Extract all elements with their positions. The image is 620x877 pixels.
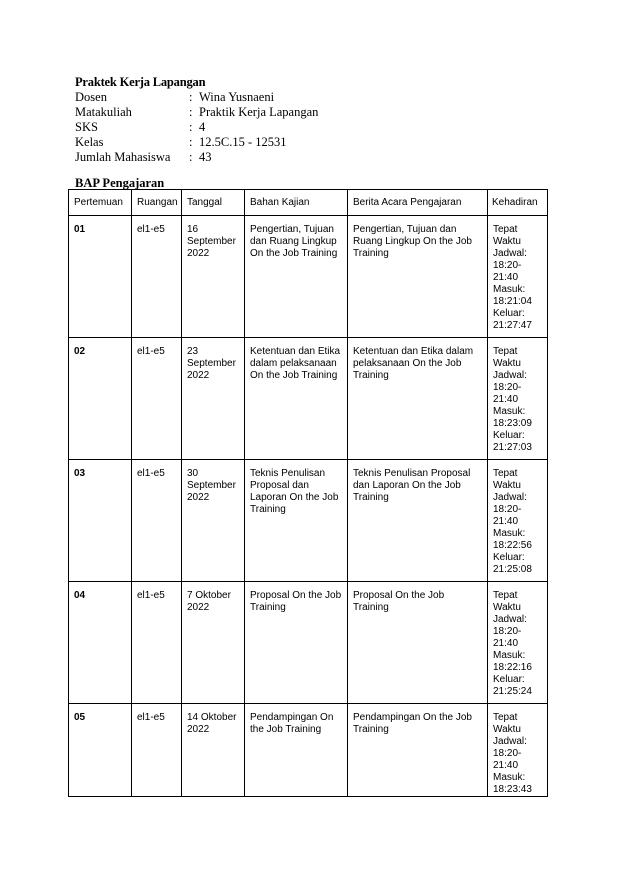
cell-ruangan: el1-e5 xyxy=(132,216,182,338)
cell-bahan-kajian: Ketentuan dan Etika dalam pelaksanaan On the Job Training xyxy=(245,338,348,460)
cell-bahan-kajian: Pengertian, Tujuan dan Ruang Lingkup On the Job Training xyxy=(245,216,348,338)
info-row-jumlah-mahasiswa xyxy=(75,149,212,165)
cell-kehadiran: Tepat Waktu Jadwal: 18:20-21:40 Masuk: 18:23:43 xyxy=(488,704,548,797)
cell-pertemuan: 05 xyxy=(69,704,132,797)
info-row-dosen xyxy=(75,89,274,105)
info-label: Matakuliah xyxy=(75,105,132,119)
info-row-kelas xyxy=(75,134,287,150)
info-label: Dosen xyxy=(75,90,107,104)
cell-ruangan: el1-e5 xyxy=(132,704,182,797)
header-kehadiran: Kehadiran xyxy=(488,190,548,216)
cell-pertemuan: 02 xyxy=(69,338,132,460)
info-row-sks xyxy=(75,119,205,135)
cell-tanggal: 23 September 2022 xyxy=(182,338,245,460)
section-title: BAP Pengajaran xyxy=(75,176,165,190)
info-colon: : xyxy=(189,150,193,164)
cell-berita-acara: Teknis Penulisan Proposal dan Laporan On the Job Training xyxy=(348,460,488,582)
info-value: 12.5C.15 - 12531 xyxy=(199,135,287,149)
bap-table xyxy=(68,189,548,797)
cell-tanggal: 14 Oktober 2022 xyxy=(182,704,245,797)
cell-ruangan: el1-e5 xyxy=(132,338,182,460)
table-row xyxy=(69,582,548,704)
cell-pertemuan: 04 xyxy=(69,582,132,704)
cell-tanggal: 30 September 2022 xyxy=(182,460,245,582)
info-value: 43 xyxy=(199,150,212,164)
cell-bahan-kajian: Proposal On the Job Training xyxy=(245,582,348,704)
info-value: Praktik Kerja Lapangan xyxy=(199,105,319,119)
cell-berita-acara: Proposal On the Job Training xyxy=(348,582,488,704)
cell-berita-acara: Pendampingan On the Job Training xyxy=(348,704,488,797)
info-colon: : xyxy=(189,135,193,149)
cell-berita-acara: Pengertian, Tujuan dan Ruang Lingkup On the Job Training xyxy=(348,216,488,338)
cell-tanggal: 16 September 2022 xyxy=(182,216,245,338)
cell-pertemuan: 03 xyxy=(69,460,132,582)
cell-tanggal: 7 Oktober 2022 xyxy=(182,582,245,704)
header-berita-acara: Berita Acara Pengajaran xyxy=(348,190,488,216)
cell-kehadiran: Tepat Waktu Jadwal: 18:20-21:40 Masuk: 18:22:56 Keluar: 21:25:08 xyxy=(488,460,548,582)
table-row xyxy=(69,216,548,338)
cell-kehadiran: Tepat Waktu Jadwal: 18:20-21:40 Masuk: 18:23:09 Keluar: 21:27:03 xyxy=(488,338,548,460)
cell-berita-acara: Ketentuan dan Etika dalam pelaksanaan On the Job Training xyxy=(348,338,488,460)
cell-ruangan: el1-e5 xyxy=(132,460,182,582)
info-row-matakuliah xyxy=(75,104,318,120)
info-label: Jumlah Mahasiswa xyxy=(75,150,171,164)
info-value: Wina Yusnaeni xyxy=(199,90,275,104)
table-row xyxy=(69,460,548,582)
header-pertemuan: Pertemuan xyxy=(69,190,132,216)
info-colon: : xyxy=(189,90,193,104)
table-row xyxy=(69,704,548,797)
cell-kehadiran: Tepat Waktu Jadwal: 18:20-21:40 Masuk: 18:21:04 Keluar: 21:27:47 xyxy=(488,216,548,338)
info-label: Kelas xyxy=(75,135,104,149)
cell-bahan-kajian: Pendampingan On the Job Training xyxy=(245,704,348,797)
header-bahan-kajian: Bahan Kajian xyxy=(245,190,348,216)
header-tanggal: Tanggal xyxy=(182,190,245,216)
cell-ruangan: el1-e5 xyxy=(132,582,182,704)
info-colon: : xyxy=(189,120,193,134)
info-label: SKS xyxy=(75,120,98,134)
cell-kehadiran: Tepat Waktu Jadwal: 18:20-21:40 Masuk: 18:22:16 Keluar: 21:25:24 xyxy=(488,582,548,704)
cell-bahan-kajian: Teknis Penulisan Proposal dan Laporan On the Job Training xyxy=(245,460,348,582)
header-ruangan: Ruangan xyxy=(132,190,182,216)
table-header-row xyxy=(69,190,548,216)
info-value: 4 xyxy=(199,120,206,134)
document-title: Praktek Kerja Lapangan xyxy=(75,75,206,89)
cell-pertemuan: 01 xyxy=(69,216,132,338)
table-row xyxy=(69,338,548,460)
info-colon: : xyxy=(189,105,193,119)
